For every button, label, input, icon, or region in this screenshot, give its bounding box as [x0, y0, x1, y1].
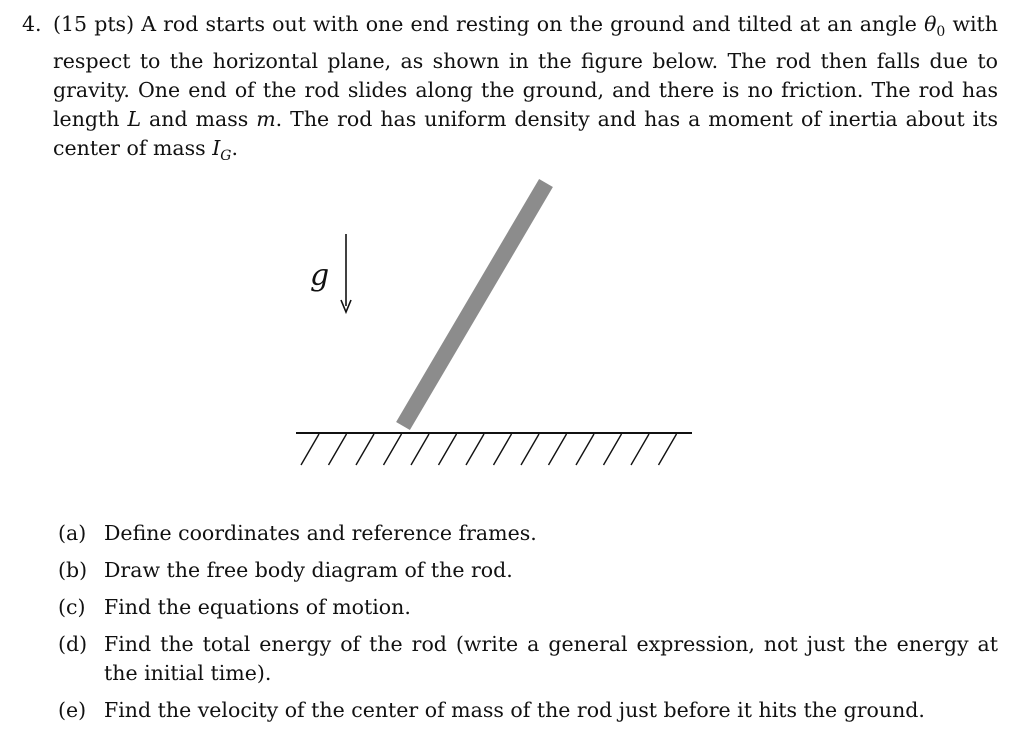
subquestion-c — [58, 593, 998, 622]
subquestion-a — [58, 519, 998, 548]
ground-hatch-line — [521, 434, 539, 465]
subquestion-d — [58, 630, 998, 688]
inertia-letter: I — [212, 136, 221, 161]
subquestion-text: Define coordinates and reference frames. — [104, 521, 537, 545]
ground-hatch-line — [329, 434, 347, 465]
theta-subscript: 0 — [936, 24, 946, 41]
ground-hatch-line — [631, 434, 649, 465]
length-symbol: L — [127, 107, 142, 132]
rod — [403, 183, 546, 426]
ground-hatch-line — [439, 434, 457, 465]
ground-hatch-line — [604, 434, 622, 465]
problem-statement — [22, 10, 998, 171]
problem-text-2: with respect to the horizontal plane, as shown in the figure below. The rod then falls due to gravity. One end of the rod slides along the ground, and there is no friction. The rod has length — [53, 12, 998, 132]
ground-hatch-line — [411, 434, 429, 465]
ground-hatch-line — [494, 434, 512, 465]
subquestion-text: Draw the free body diagram of the rod. — [104, 558, 513, 582]
ground-hatch-line — [549, 434, 567, 465]
ground-hatch-line — [466, 434, 484, 465]
gravity-arrow-head — [341, 300, 351, 312]
subquestion-e — [58, 696, 998, 725]
subquestion-text: Find the equations of motion. — [104, 595, 411, 619]
inertia-symbol — [212, 136, 232, 165]
problem-text-1: A rod starts out with one end resting on the ground and tilted at an angle — [141, 12, 917, 36]
subquestion-b — [58, 556, 998, 585]
theta-symbol — [924, 12, 946, 41]
ground-hatch-line — [384, 434, 402, 465]
mass-symbol: m — [256, 107, 276, 132]
ground-hatching — [301, 434, 677, 465]
theta-letter: θ — [924, 12, 937, 36]
ground-hatch-line — [301, 434, 319, 465]
subquestion-label: (e) — [58, 698, 87, 722]
subquestion-label: (b) — [58, 558, 88, 582]
subquestion-label: (c) — [58, 595, 86, 619]
subquestion-label: (d) — [58, 632, 88, 656]
problem-text-4: . The rod has uniform density and has a moment of inertia about its center of mass — [53, 107, 998, 161]
problem-text — [53, 10, 998, 171]
gravity-label: g — [310, 258, 330, 293]
subquestion-text: Find the total energy of the rod (write a general expression, not just the energy at the initial time). — [104, 632, 998, 685]
subquestion-label: (a) — [58, 521, 87, 545]
ground-hatch-line — [356, 434, 374, 465]
subquestion-text: Find the velocity of the center of mass of the rod just before it hits the ground. — [104, 698, 925, 722]
ground-hatch-line — [576, 434, 594, 465]
problem-points: (15 pts) — [53, 12, 135, 36]
problem-number: 4. — [22, 12, 42, 36]
problem-text-3: and mass — [149, 107, 249, 132]
ground-hatch-line — [659, 434, 677, 465]
inertia-subscript: G — [220, 148, 232, 165]
problem-text-5: . — [231, 136, 239, 161]
subquestions-list — [58, 519, 998, 733]
